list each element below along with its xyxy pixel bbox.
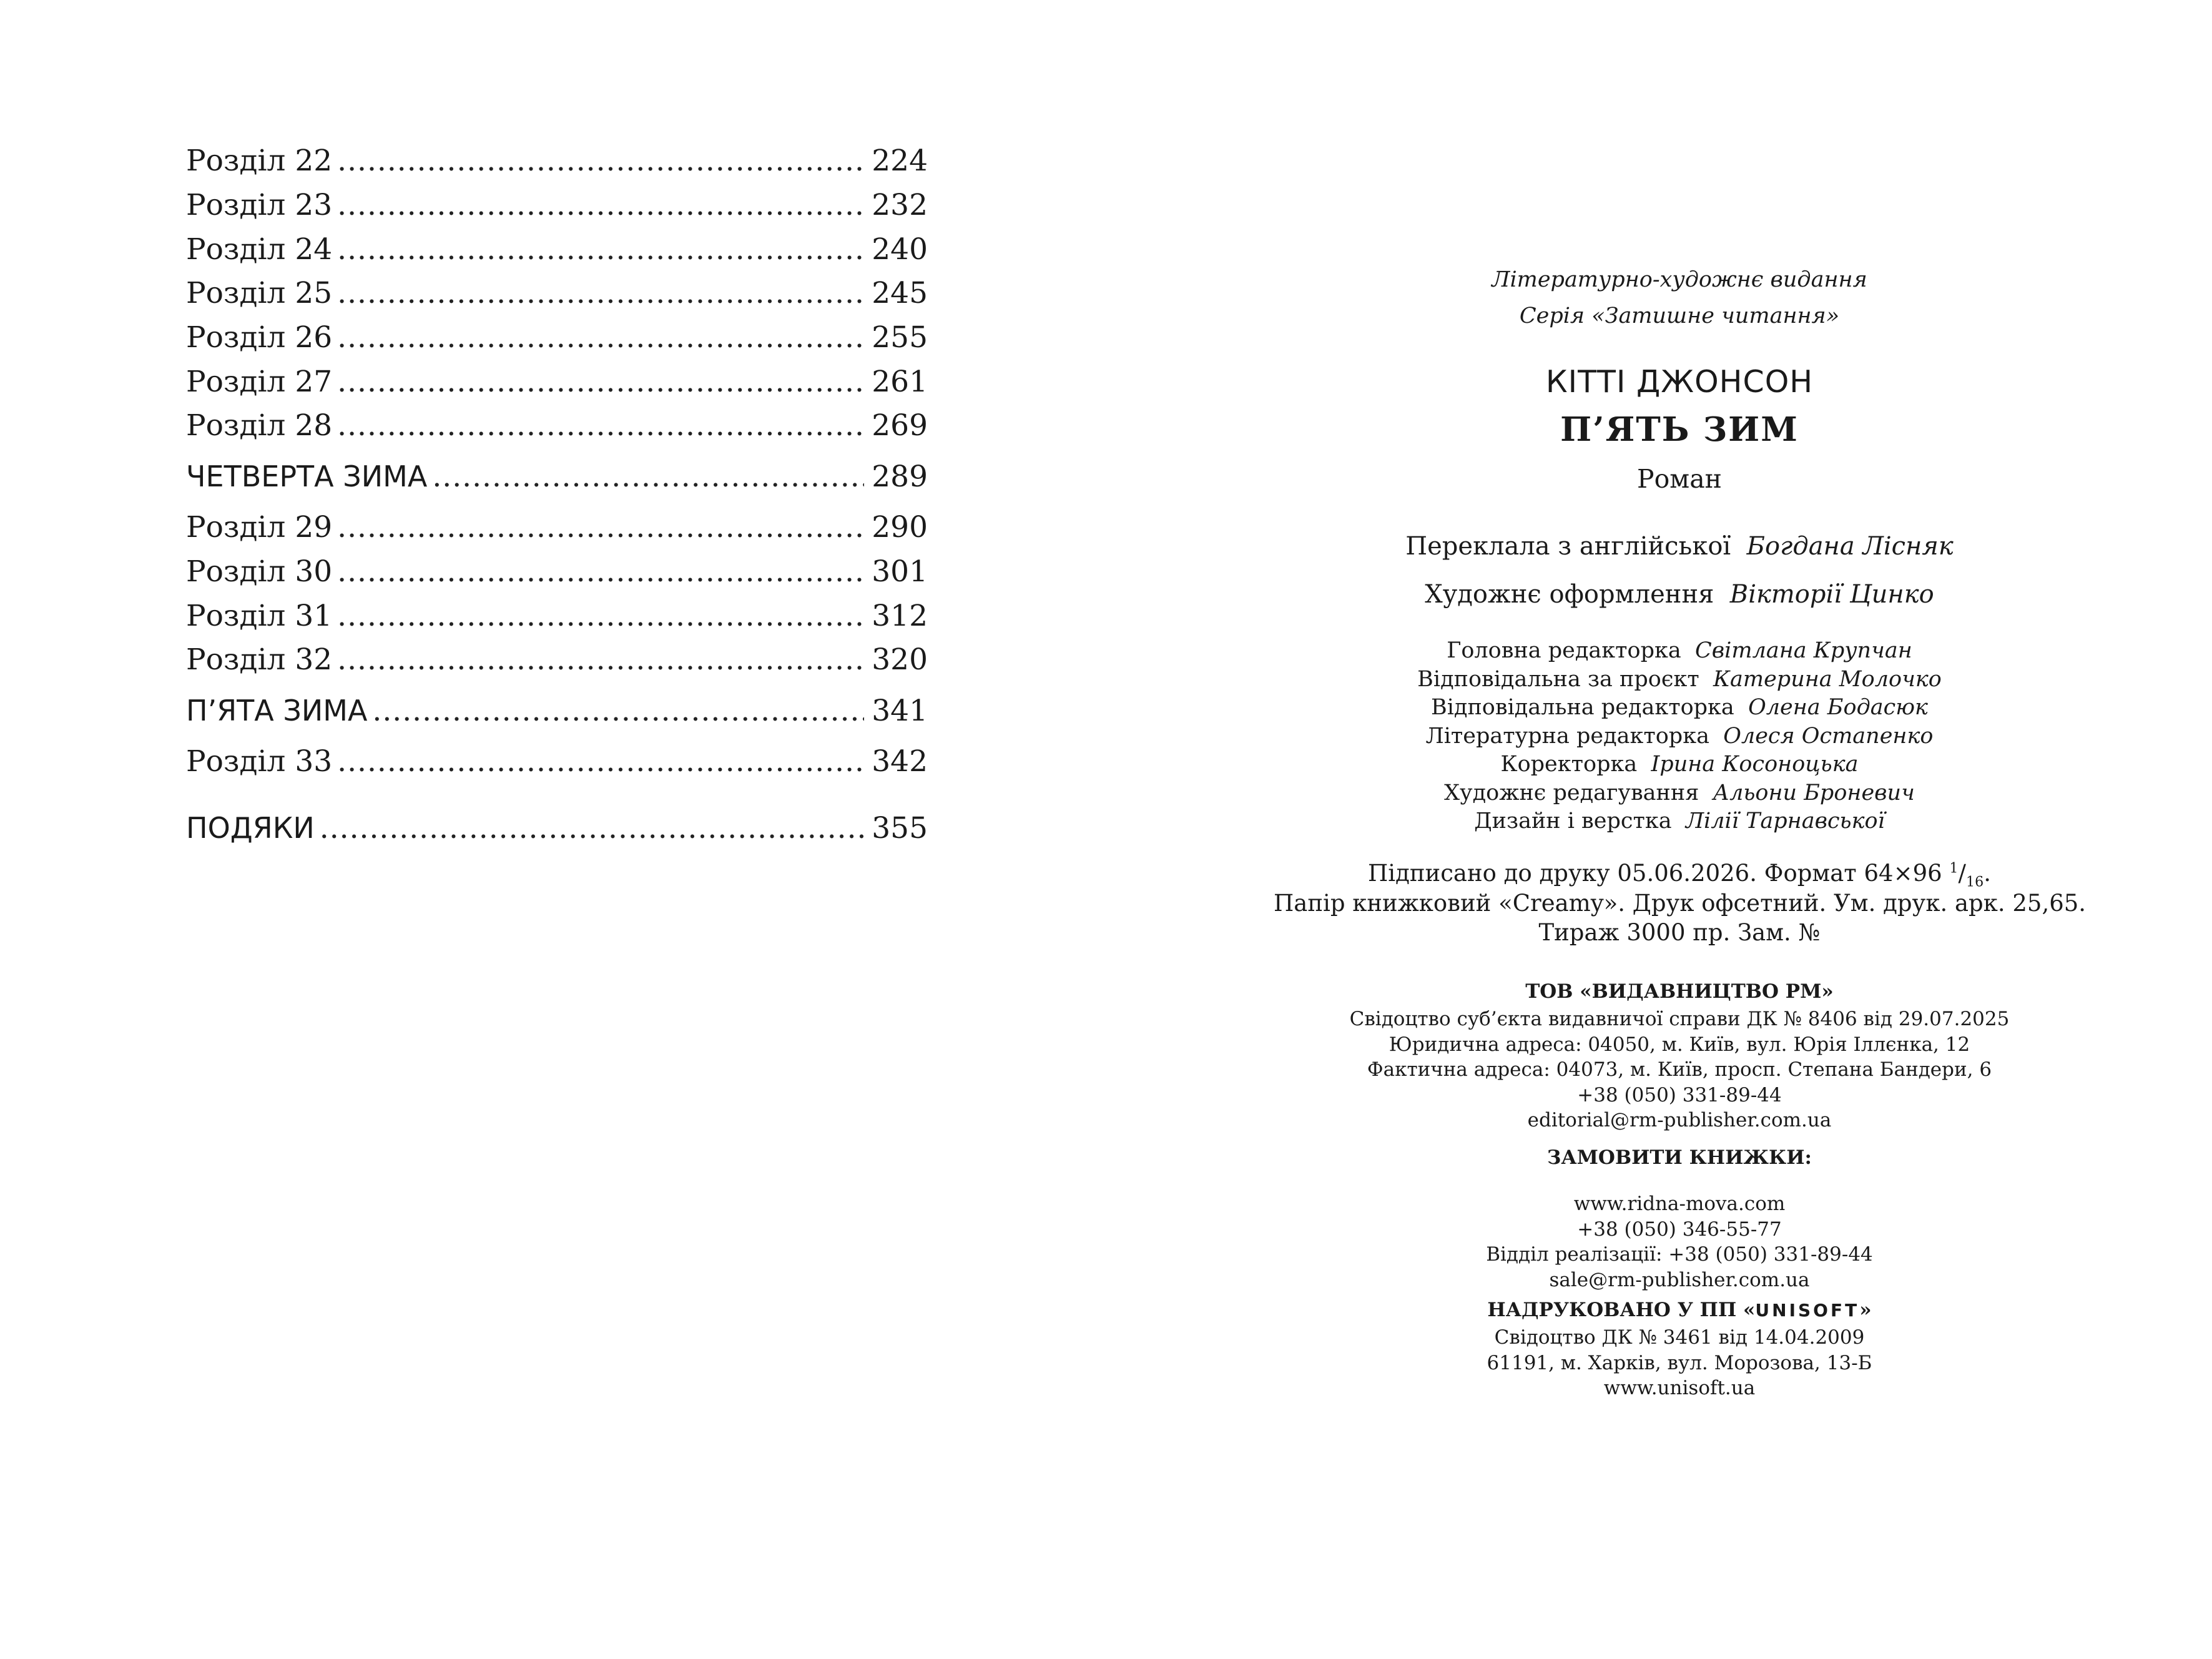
staff-name: Альони Броневич — [1713, 780, 1915, 805]
toc-leader-dots — [337, 231, 864, 268]
staff-credit — [1274, 638, 2085, 663]
toc-entry-label: Розділ 24 — [186, 232, 333, 267]
staff-name: Лілії Тарнавської — [1685, 809, 1885, 834]
printer-detail-line: 61191, м. Харків, вул. Морозова, 13-Б — [1487, 1352, 1872, 1374]
staff-credit — [1274, 724, 2085, 749]
toc-entry-label: Розділ 27 — [186, 365, 333, 399]
toc-entry — [186, 598, 928, 635]
toc-entry — [186, 363, 928, 401]
toc-entry — [186, 231, 928, 268]
staff-name: Ірина Косоноцька — [1651, 752, 1859, 777]
toc-entry-page: 341 — [872, 694, 928, 728]
printer-detail-line: Свідоцтво ДК № 3461 від 14.04.2009 — [1494, 1326, 1865, 1349]
staff-role: Головна редакторка — [1447, 638, 1681, 663]
toc-entry-page: 355 — [872, 811, 928, 845]
book-author: КІТТІ ДЖОНСОН — [1545, 364, 1814, 400]
toc-entry-page: 312 — [872, 599, 928, 633]
toc-entry-label: Розділ 33 — [186, 744, 333, 779]
toc-leader-dots — [337, 509, 864, 546]
toc-leader-dots — [337, 142, 864, 180]
order-heading: ЗАМОВИТИ КНИЖКИ: — [1547, 1146, 1812, 1169]
toc-entry — [186, 809, 928, 847]
toc-entry-page: 240 — [872, 232, 928, 267]
edition-type: Літературно-художнє видання — [1492, 267, 1867, 292]
staff-role: Відповідальна за проєкт — [1417, 667, 1699, 692]
translator-role: Переклала з англійської — [1405, 532, 1731, 561]
toc-leader-dots — [337, 319, 864, 357]
toc-leader-dots — [337, 641, 864, 679]
toc-entry-label: Розділ 31 — [186, 599, 333, 633]
order-detail-line: sale@rm-publisher.com.ua — [1549, 1269, 1810, 1291]
publisher-detail-line: Фактична адреса: 04073, м. Київ, просп. Степана Бандери, 6 — [1367, 1058, 1992, 1081]
publisher-detail-line: Свідоцтво суб’єкта видавничої справи ДК № 8406 від 29.07.2025 — [1349, 1008, 2010, 1030]
toc-entry-page: 320 — [872, 642, 928, 677]
toc-entry — [186, 641, 928, 679]
publisher-detail-line: editorial@rm-publisher.com.ua — [1527, 1109, 1832, 1131]
publisher-detail-line: Юридична адреса: 04050, м. Київ, вул. Юрія Іллєнка, 12 — [1389, 1033, 1970, 1056]
book-title: П’ЯТЬ ЗИМ — [1560, 410, 1799, 449]
staff-credit — [1274, 809, 2085, 834]
design-role: Художнє оформлення — [1425, 580, 1714, 609]
toc-entry-page: 261 — [872, 365, 928, 399]
toc-entry-page: 290 — [872, 510, 928, 544]
toc-entry — [186, 319, 928, 357]
staff-role: Дизайн і верстка — [1474, 809, 1672, 834]
toc-entry — [186, 407, 928, 445]
toc-entry-label: Розділ 30 — [186, 554, 333, 589]
printer-brand: UNISOFT — [1755, 1300, 1860, 1321]
staff-role: Літературна редакторка — [1425, 724, 1709, 749]
toc-entry-label: Розділ 29 — [186, 510, 333, 544]
print-paper: Папір книжковий «Creamy». Друк офсетний. Ум. друк. арк. 25,65. — [1274, 890, 2087, 917]
print-run: Тираж 3000 пр. Зам. № — [1538, 919, 1821, 946]
toc-entry-label: Розділ 32 — [186, 642, 333, 677]
toc-entry — [186, 142, 928, 180]
toc-entry-label: П’ЯТА ЗИМА — [186, 694, 368, 727]
toc-entry-page: 269 — [872, 408, 928, 443]
staff-name: Світлана Крупчан — [1695, 638, 1912, 663]
toc-entry — [186, 743, 928, 780]
toc-entry-page: 245 — [872, 276, 928, 310]
series-name: Серія «Затишне читання» — [1519, 303, 1840, 328]
toc-leader-dots — [337, 407, 864, 445]
toc-leader-dots — [337, 363, 864, 401]
toc-entry-label: Розділ 25 — [186, 276, 333, 310]
toc-entry-label: ЧЕТВЕРТА ЗИМА — [186, 460, 428, 493]
toc-leader-dots — [337, 598, 864, 635]
order-detail-line: +38 (050) 346-55-77 — [1577, 1218, 1782, 1241]
printer-heading-suffix: » — [1859, 1299, 1872, 1321]
staff-role: Відповідальна редакторка — [1431, 695, 1734, 720]
staff-role: Коректорка — [1500, 752, 1638, 777]
order-detail-line: www.ridna-mova.com — [1573, 1193, 1786, 1215]
design-credit — [1274, 580, 2085, 609]
toc-entry-label: Розділ 26 — [186, 320, 333, 355]
order-detail-line: Відділ реалізації: +38 (050) 331-89-44 — [1486, 1243, 1873, 1266]
imprint-page — [1274, 0, 2085, 1659]
toc-leader-dots — [337, 553, 864, 591]
staff-credit — [1274, 780, 2085, 805]
toc-leader-dots — [337, 187, 864, 224]
translator-name: Богдана Лісняк — [1746, 532, 1954, 561]
signed-format-text: Підписано до друку 05.06.2026. Формат 64×96 — [1367, 860, 1942, 887]
printer-detail-line: www.unisoft.ua — [1603, 1377, 1756, 1399]
print-signed-format: Підписано до друку 05.06.2026. Формат 64×96 $^1/_{16}$. — [1367, 860, 1992, 890]
printer-heading — [1274, 1299, 2085, 1321]
staff-credit — [1274, 667, 2085, 692]
translator-credit — [1274, 532, 2085, 561]
publisher-detail-line: +38 (050) 331-89-44 — [1577, 1084, 1782, 1106]
staff-credit — [1274, 695, 2085, 720]
format-numerator: 1 — [1949, 860, 1959, 877]
toc-entry — [186, 275, 928, 312]
format-denominator: 16 — [1966, 874, 1984, 890]
toc-leader-dots — [372, 692, 864, 730]
toc-entry-page: 342 — [872, 744, 928, 779]
staff-name: Олена Бодасюк — [1748, 695, 1928, 720]
toc-entry-label: Розділ 23 — [186, 188, 333, 222]
toc-entry — [186, 692, 928, 729]
toc-entry — [186, 509, 928, 546]
staff-role: Художнє редагування — [1444, 780, 1699, 805]
staff-credit — [1274, 752, 2085, 777]
toc-leader-dots — [432, 458, 864, 496]
design-name: Вікторії Цинко — [1729, 580, 1934, 609]
book-genre: Роман — [1637, 464, 1722, 494]
toc-entry-label: Розділ 22 — [186, 144, 333, 178]
toc-entry-page: 301 — [872, 554, 928, 589]
toc-leader-dots — [320, 810, 865, 847]
toc-entry-label: ПОДЯКИ — [186, 811, 315, 845]
publisher-name: ТОВ «ВИДАВНИЦТВО РМ» — [1525, 980, 1834, 1003]
toc-entry — [186, 187, 928, 224]
toc-entry-page: 224 — [872, 144, 928, 178]
toc-entry — [186, 553, 928, 591]
staff-name: Олеся Остапенко — [1723, 724, 1934, 749]
toc-leader-dots — [337, 275, 864, 312]
toc-entry-page: 289 — [872, 460, 928, 494]
printer-heading-prefix: НАДРУКОВАНО У ПП « — [1487, 1299, 1756, 1321]
toc-entry-label: Розділ 28 — [186, 408, 333, 443]
toc-entry-page: 232 — [872, 188, 928, 222]
staff-name: Катерина Молочко — [1713, 667, 1942, 692]
toc-entry — [186, 458, 928, 495]
toc-leader-dots — [337, 743, 864, 780]
format-end: . — [1983, 860, 1992, 887]
toc-entry-page: 255 — [872, 320, 928, 355]
